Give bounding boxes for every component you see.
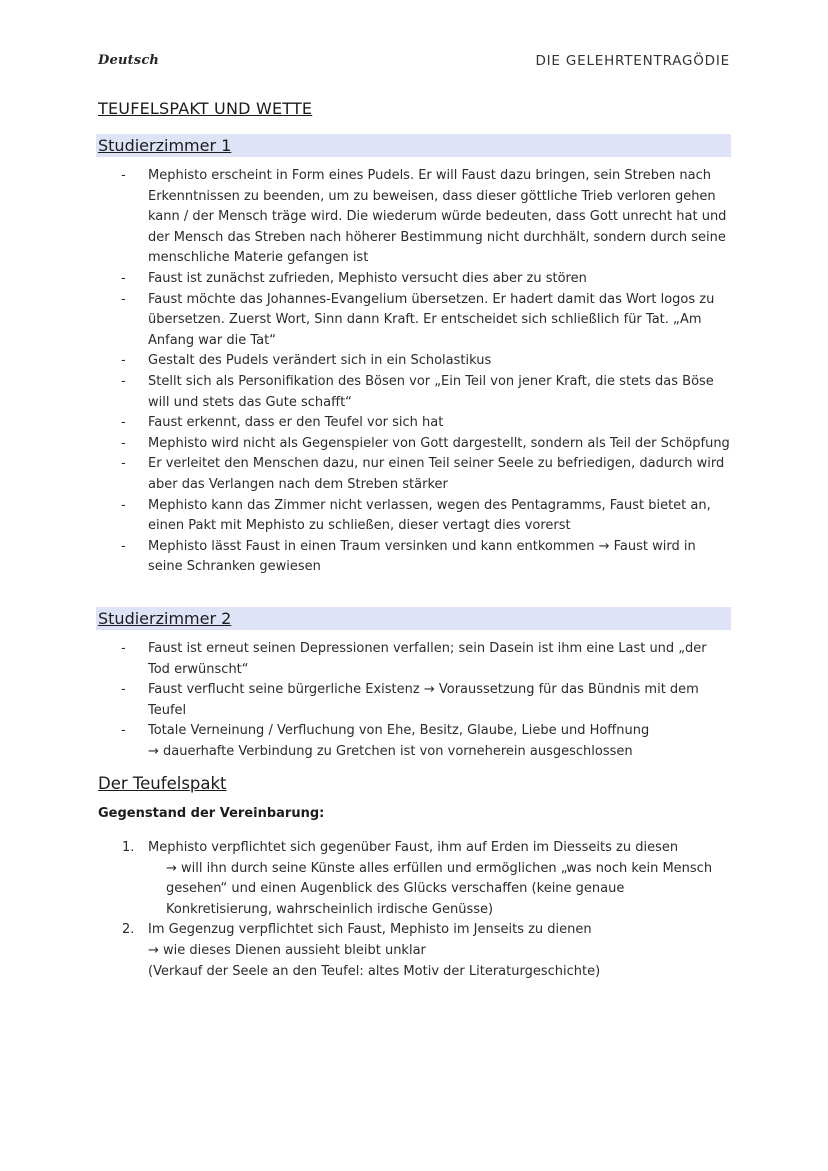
dash-bullet: - xyxy=(121,353,126,369)
section-heading-bar xyxy=(96,134,731,157)
dash-bullet: - xyxy=(121,168,126,183)
list-item: - Mephisto wird nicht als Gegenspieler von Gott dargestellt, sondern als Teil der Schöpfung xyxy=(0,434,730,455)
numbered-item: 1. Mephisto verpflichtet sich gegenüber Faust, ihm auf Erden im Diesseits zu diesen → will ihn durch seine Künste alles erfüllen und ermöglichen „was noch kein Mensch gesehen“ und einen Augenblick des Glücks verschaffen (keine genaue Konkretisierung, wahrscheinlich irdische Genüsse) xyxy=(0,838,730,920)
list-item: - Mephisto lässt Faust in einen Traum versinken und kann entkommen → Faust wird in seine Schranken gewiesen xyxy=(121,538,696,575)
list-item: - Mephisto erscheint in Form eines Pudels. Er will Faust dazu bringen, sein Streben nach Erkenntnissen zu beenden, um zu beweisen, dass dieser göttliche Trieb verloren gehen kann / der Mensch träge wird. Die wiederum würde bedeuten, dass Gott unrecht hat und der Mensch das Streben nach höherer Bestimmung nicht durchhält, sondern durch seine menschliche Materie gefangen ist xyxy=(121,168,727,266)
list-item: - Faust verflucht seine bürgerliche Existenz → Voraussetzung für das Bündnis mit dem Teufel xyxy=(121,682,699,718)
pakt-subheading: Gegenstand der Vereinbarung: xyxy=(98,806,325,821)
list-item: - Stellt sich als Personifikation des Bösen vor „Ein Teil von jener Kraft, die stets das Böse will und stets das Gute schafft“ xyxy=(121,373,714,410)
section-heading-bar xyxy=(96,607,731,630)
item-note: (Verkauf der Seele an den Teufel: altes Motiv der Literaturgeschichte) xyxy=(148,963,601,979)
list-item: - Mephisto kann das Zimmer nicht verlassen, wegen des Pentagramms, Faust bietet an, einen Pakt mit Mephisto zu schließen, dieser vertagt dies vorerst xyxy=(121,497,711,534)
dash-bullet: - xyxy=(121,682,126,698)
list-item-continuation: → dauerhafte Verbindung zu Gretchen ist von vorneherein ausgeschlossen xyxy=(148,743,633,759)
list-item: - Gestalt des Pudels verändert sich in ein Scholastikus xyxy=(0,351,730,372)
numbered-item: 2. Im Gegenzug verpflichtet sich Faust, Mephisto im Jenseits zu dienen → wie dieses Dienen aussieht bleibt unklar (Verkauf der Seele an den Teufel: altes Motiv der Literaturgeschichte) xyxy=(0,920,730,982)
header-topic: DIE GELEHRTENTRAGÖDIE xyxy=(535,53,730,69)
list-item: - Faust möchte das Johannes-Evangelium übersetzen. Er hadert damit das Wort logos zu übersetzen. Zuerst Wort, Sinn dann Kraft. Er entscheidet sich schließlich für Tat. „Am Anfang war die Tat“ xyxy=(121,291,715,348)
item-detail: → wie dieses Dienen aussieht bleibt unklar xyxy=(148,942,426,958)
dash-bullet: - xyxy=(121,435,126,451)
dash-bullet: - xyxy=(121,641,126,656)
list-item: - Faust erkennt, dass er den Teufel vor sich hat xyxy=(0,413,730,434)
dash-bullet: - xyxy=(121,538,126,554)
list-item: - Faust ist erneut seinen Depressionen verfallen; sein Dasein ist ihm eine Last und „der Tod erwünscht“ xyxy=(121,641,707,677)
dash-bullet: - xyxy=(121,723,126,739)
section-1-list xyxy=(0,166,828,578)
section-2-list xyxy=(0,639,828,763)
list-item: - Faust ist zunächst zufrieden, Mephisto versucht dies aber zu stören xyxy=(0,269,730,290)
pakt-heading: Der Teufelspakt xyxy=(98,774,227,793)
section-heading: Studierzimmer 2 xyxy=(98,609,232,628)
section-heading: Studierzimmer 1 xyxy=(98,136,232,155)
dash-bullet: - xyxy=(121,270,126,286)
list-item: - Er verleitet den Menschen dazu, nur einen Teil seiner Seele zu befriedigen, dadurch wird aber das Verlangen nach dem Streben stärker xyxy=(121,456,725,492)
dash-bullet: - xyxy=(121,497,126,513)
list-item: - Totale Verneinung / Verfluchung von Ehe, Besitz, Glaube, Liebe und Hoffnung → dauerhafte Verbindung zu Gretchen ist von vorneherein ausgeschlossen xyxy=(0,721,730,762)
dash-bullet: - xyxy=(121,415,126,431)
item-detail: → will ihn durch seine Künste alles erfüllen und ermöglichen „was noch kein Mensch gesehen“ und einen Augenblick des Glücks verschaffen (keine genaue Konkretisierung, wahrscheinlich irdische Genüsse) xyxy=(166,860,713,917)
dash-bullet: - xyxy=(121,456,126,472)
dash-bullet: - xyxy=(121,291,126,307)
dash-bullet: - xyxy=(121,373,126,389)
header-subject: Deutsch xyxy=(98,53,160,68)
item-number: 1. xyxy=(122,840,135,855)
page-title: TEUFELSPAKT UND WETTE xyxy=(98,99,313,118)
item-number: 2. xyxy=(122,922,135,938)
pakt-list xyxy=(0,838,828,982)
